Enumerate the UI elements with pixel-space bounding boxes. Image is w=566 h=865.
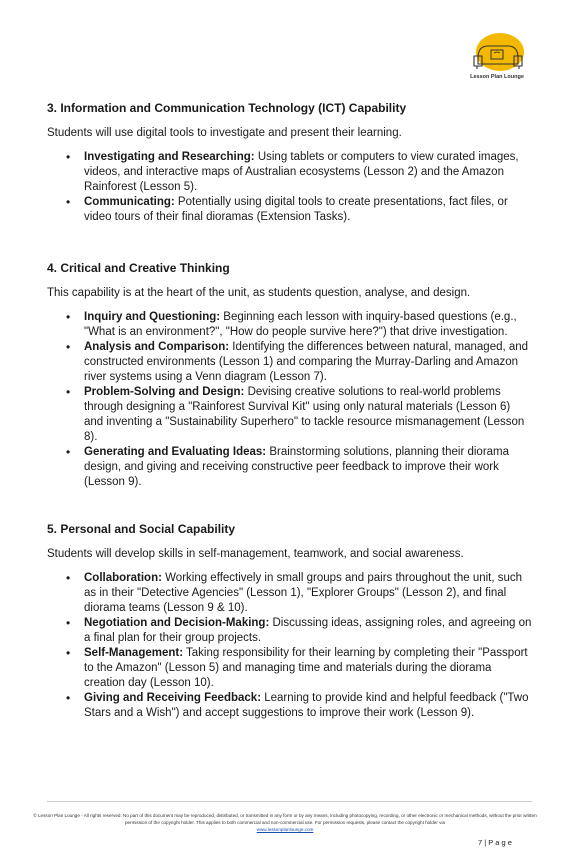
list-item xyxy=(47,646,532,691)
list-item xyxy=(47,691,532,721)
section-critical-creative-thinking xyxy=(47,261,532,490)
bullet-term: Investigating and Researching: xyxy=(84,151,255,163)
bullet-text: Identifying the differences between natural, managed, and constructed environments (Lesson 1) and comparing the Murray-Darling and Amazon river systems using a Venn diagram (Lesson 7). xyxy=(84,341,529,383)
list-item xyxy=(47,150,532,195)
section-title: 3. Information and Communication Technology (ICT) Capability xyxy=(47,101,407,115)
bullet-term: Analysis and Comparison: xyxy=(84,341,230,353)
bullet-list xyxy=(47,310,532,490)
bullet-text: Beginning each lesson with inquiry-based questions (e.g., "What is an environment?", "How do people survive here?") that drive investigation. xyxy=(84,311,517,338)
bullet-list xyxy=(47,150,532,225)
bullet-icon: • xyxy=(66,340,71,354)
list-item xyxy=(47,385,532,445)
list-item xyxy=(47,340,532,385)
bullet-icon: • xyxy=(66,385,71,399)
bullet-term: Self-Management: xyxy=(84,647,184,659)
bullet-term: Collaboration: xyxy=(84,572,162,584)
bullet-term: Problem-Solving and Design: xyxy=(84,386,245,398)
bullet-icon: • xyxy=(66,310,71,324)
bullet-text: Learning to provide kind and helpful feedback ("Two Stars and a Wish") and accept suggestions to improve their work (Lesson 9). xyxy=(84,692,529,719)
list-item xyxy=(47,445,532,490)
list-item xyxy=(47,310,532,340)
bullet-term: Communicating: xyxy=(84,196,175,208)
list-item xyxy=(47,195,532,225)
bullet-icon: • xyxy=(66,646,71,660)
bullet-icon: • xyxy=(66,150,71,164)
bullet-term: Generating and Evaluating Ideas: xyxy=(84,446,267,458)
section-personal-social-capability xyxy=(47,522,532,721)
bullet-list xyxy=(47,571,532,721)
logo-sofa-icon xyxy=(464,32,530,74)
bullet-term: Inquiry and Questioning: xyxy=(84,311,221,323)
bullet-text: Taking responsibility for their learning by completing their "Passport to the Amazon" (Lesson 5) and managing time and materials during the diorama creation day (Lesson 10). xyxy=(84,647,528,689)
logo-text: Lesson Plan Lounge xyxy=(470,74,524,80)
footer-copyright xyxy=(30,812,540,833)
bullet-term: Negotiation and Decision-Making: xyxy=(84,617,270,629)
lesson-plan-lounge-logo xyxy=(464,32,530,84)
bullet-text: Using tablets or computers to view curated images, videos, and interactive maps of Australian ecosystems (Lesson 2) and the Amazon Rainforest (Lesson 5). xyxy=(84,151,519,193)
bullet-icon: • xyxy=(66,616,71,630)
section-title: 5. Personal and Social Capability xyxy=(47,522,236,536)
footer-copyright-text: © Lesson Plan Lounge - All rights reserved. No part of this document may be reproduced, distributed, or transmitted in any form or by any means, including photocopying, recording, or other electronic or mechanical methods, without the prior written permission of the copyright holder. This applies to both commercial and non-commercial use. For permission requests, please contact the copyright holder via xyxy=(33,813,537,825)
footer-divider xyxy=(47,801,532,802)
section-ict-capability xyxy=(47,101,532,225)
bullet-icon: • xyxy=(66,691,71,705)
bullet-icon: • xyxy=(66,195,71,209)
bullet-icon: • xyxy=(66,445,71,459)
bullet-text: Working effectively in small groups and pairs throughout the unit, such as in their "Detective Agencies" (Lesson 1), "Explorer Groups" (Lesson 2), and final diorama teams (Lesson 9 & 10). xyxy=(84,572,523,614)
list-item xyxy=(47,616,532,646)
bullet-text: Brainstorming solutions, planning their diorama design, and giving and receiving constructive peer feedback to improve their work (Lesson 9). xyxy=(84,446,510,488)
bullet-text: Discussing ideas, assigning roles, and agreeing on a final plan for their group projects. xyxy=(84,617,532,644)
section-title: 4. Critical and Creative Thinking xyxy=(47,261,230,275)
section-intro: This capability is at the heart of the unit, as students question, analyse, and design. xyxy=(47,287,471,299)
bullet-text: Devising creative solutions to real-world problems through designing a "Rainforest Survival Kit" using only natural materials (Lesson 6) and inventing a "Sustainability Superhero" to tackle resource mismanagement (Lesson 8). xyxy=(84,386,525,443)
section-intro: Students will develop skills in self-management, teamwork, and social awareness. xyxy=(47,548,464,560)
section-intro: Students will use digital tools to investigate and present their learning. xyxy=(47,127,402,139)
page-number: 7 | P a g e xyxy=(478,838,512,847)
footer-website-link[interactable]: www.lessonplanlounge.com xyxy=(256,827,314,832)
bullet-term: Giving and Receiving Feedback: xyxy=(84,692,262,704)
document-body xyxy=(47,101,532,721)
list-item xyxy=(47,571,532,616)
bullet-icon: • xyxy=(66,571,71,585)
bullet-text: Potentially using digital tools to create presentations, fact files, or video tours of their final dioramas (Extension Tasks). xyxy=(84,196,508,223)
